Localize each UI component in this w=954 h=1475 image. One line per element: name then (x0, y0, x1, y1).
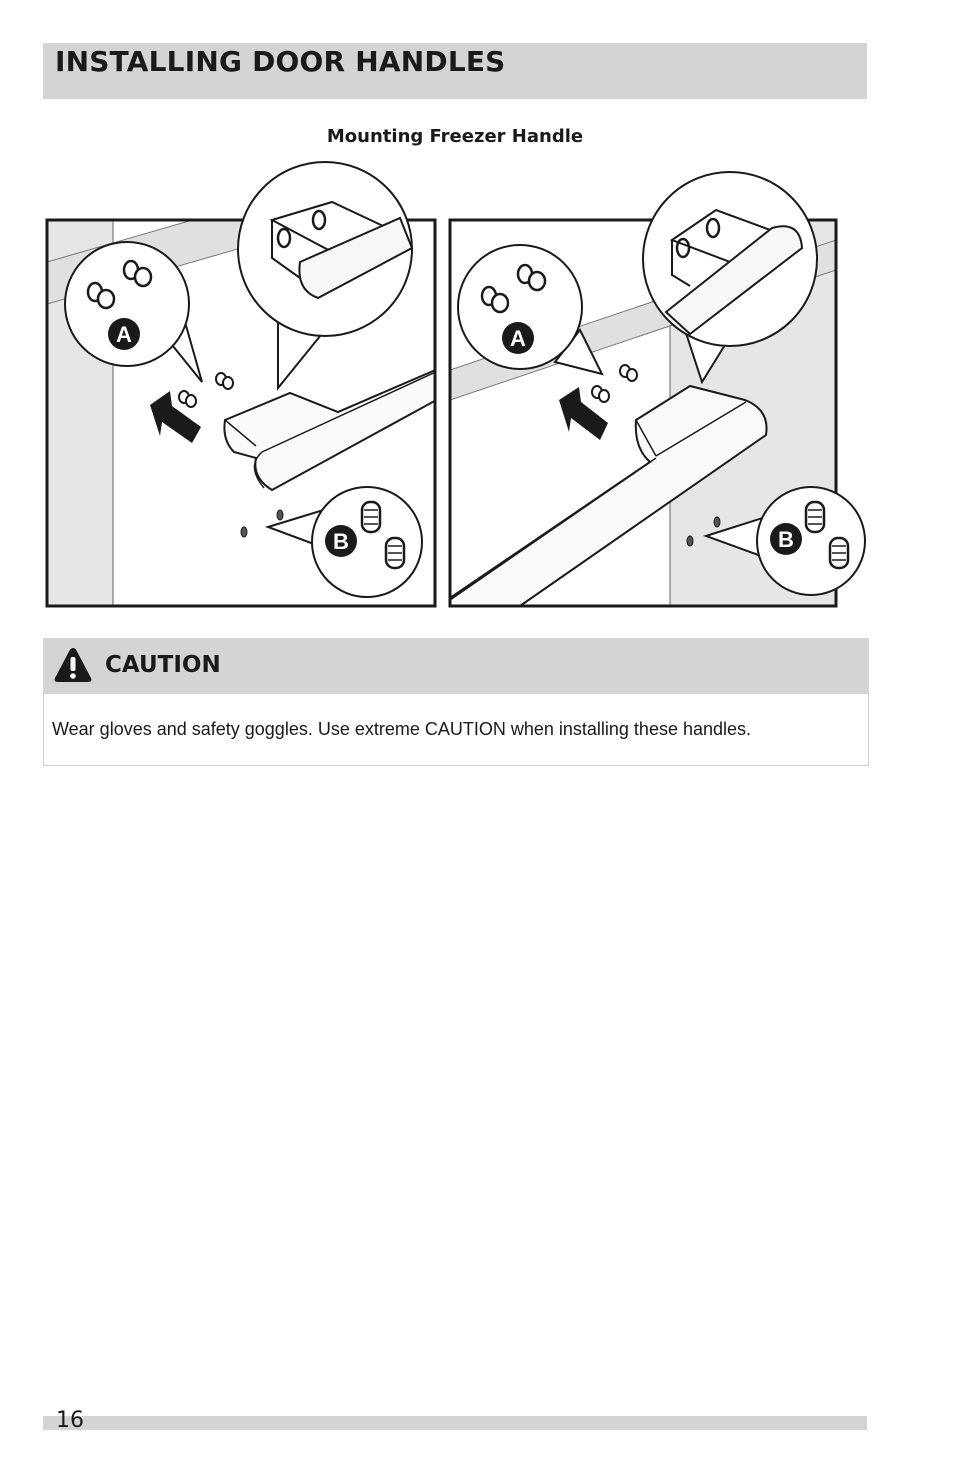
handle-installation-illustration (0, 150, 880, 610)
footer-bar (43, 1416, 867, 1430)
right-callout-b-label: B (778, 527, 794, 552)
caution-header (43, 638, 869, 694)
right-callout-a-label: A (510, 326, 526, 351)
left-callout-a-label: A (116, 322, 132, 347)
caution-body (43, 694, 869, 766)
figure-title: Mounting Freezer Handle (326, 126, 584, 147)
page-number: 16 (56, 1408, 84, 1433)
caution-label: CAUTION (105, 652, 221, 678)
page-title: INSTALLING DOOR HANDLES (55, 45, 506, 78)
left-callout-b-label: B (333, 529, 349, 554)
caution-text: Wear gloves and safety goggles. Use extreme CAUTION when installing these handles. (52, 719, 752, 739)
warning-triangle-icon (53, 646, 93, 684)
section-header (43, 43, 867, 99)
